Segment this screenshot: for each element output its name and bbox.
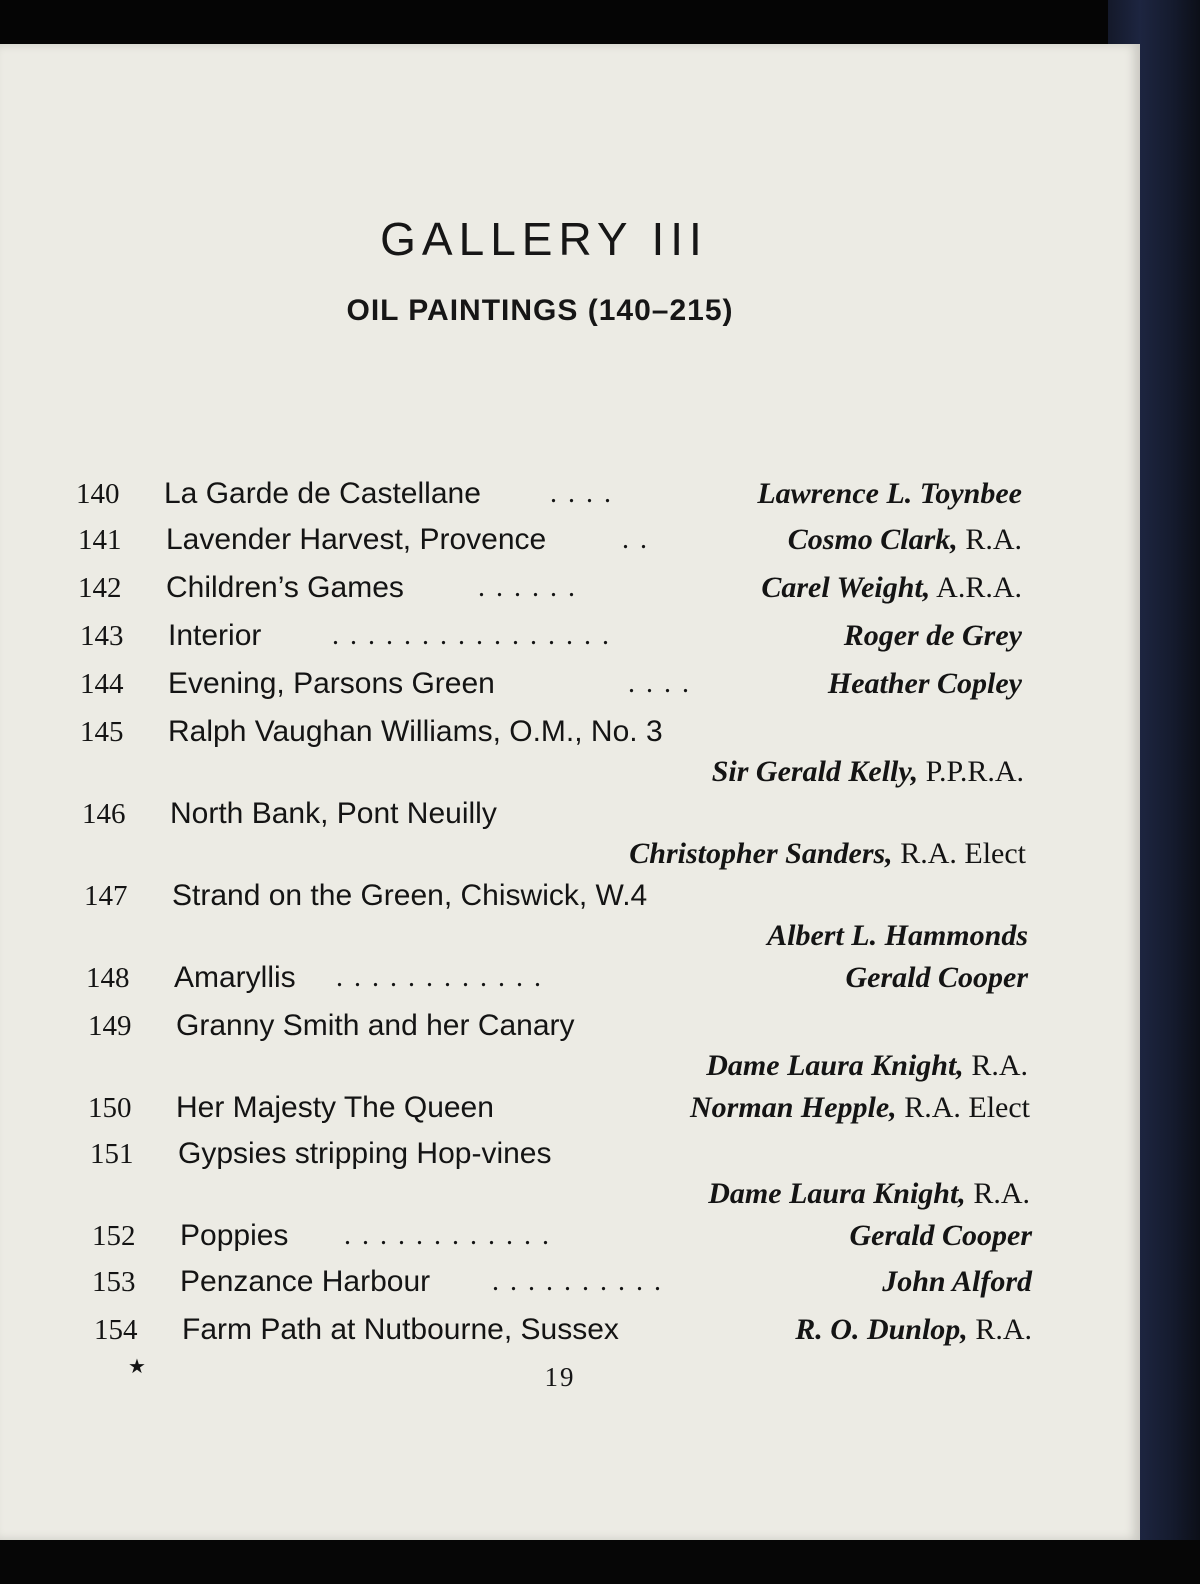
entry-number: 142 [78, 572, 122, 604]
entry-artist: Gerald Cooper [845, 961, 1028, 994]
top-background [0, 0, 1200, 44]
entry-artist: Roger de Grey [843, 619, 1022, 652]
entry-number: 143 [80, 620, 124, 652]
entry-145 [80, 712, 1024, 798]
entry-146 [82, 794, 1026, 880]
entry-number: 152 [92, 1220, 136, 1252]
entry-title: Amaryllis [174, 961, 296, 994]
dot-leader: . . . . . . . . . . . . [336, 962, 543, 993]
entry-148 [86, 958, 1028, 1002]
entry-title: La Garde de Castellane [164, 477, 481, 510]
dot-leader: . . [622, 524, 649, 555]
entry-artist: Dame Laura Knight, R.A. [708, 1177, 1030, 1210]
entry-title: Farm Path at Nutbourne, Sussex [182, 1313, 619, 1346]
entry-title: Granny Smith and her Canary [176, 1009, 575, 1042]
catalogue-page [0, 44, 1140, 1540]
entry-number: 147 [84, 880, 128, 912]
entry-149 [88, 1006, 1028, 1092]
dot-leader: . . . . . . . . . . . . [344, 1220, 551, 1251]
entry-number: 146 [82, 798, 126, 830]
entry-title: Ralph Vaughan Williams, O.M., No. 3 [168, 715, 663, 748]
entry-number: 144 [80, 668, 124, 700]
entry-152 [92, 1216, 1032, 1260]
entry-title: Interior [168, 619, 262, 652]
entry-artist: Cosmo Clark, R.A. [787, 523, 1022, 556]
entry-153 [92, 1262, 1032, 1306]
entry-number: 148 [86, 962, 130, 994]
entry-number: 151 [90, 1138, 134, 1170]
entry-number: 141 [78, 524, 122, 556]
entry-artist: R. O. Dunlop, R.A. [795, 1313, 1032, 1346]
entry-artist: Lawrence L. Toynbee [757, 477, 1022, 510]
bottom-background [0, 1540, 1200, 1584]
entry-title: Gypsies stripping Hop-vines [178, 1137, 552, 1170]
entry-number: 150 [88, 1092, 132, 1124]
entry-artist: Dame Laura Knight, R.A. [706, 1049, 1028, 1082]
entry-artist: John Alford [882, 1265, 1032, 1298]
entry-title: Strand on the Green, Chiswick, W.4 [172, 879, 648, 912]
entry-151 [90, 1134, 1030, 1220]
entry-number: 140 [76, 478, 120, 510]
entry-artist: Carel Weight, A.R.A. [761, 571, 1022, 604]
dot-leader: . . . . . . [478, 572, 577, 603]
entry-title: Poppies [180, 1219, 289, 1252]
gallery-title: GALLERY III [380, 213, 708, 265]
entry-title: Penzance Harbour [180, 1265, 431, 1298]
entry-title: North Bank, Pont Neuilly [170, 797, 497, 830]
entry-number: 154 [94, 1314, 138, 1346]
entry-154 [94, 1310, 1032, 1354]
dot-leader: . . . . . . . . . . [492, 1266, 663, 1297]
entry-title: Evening, Parsons Green [168, 667, 495, 700]
entry-artist: Albert L. Hammonds [767, 919, 1028, 952]
entry-141 [78, 520, 1022, 564]
entry-artist: Norman Hepple, R.A. Elect [690, 1091, 1030, 1124]
entry-title: Lavender Harvest, Provence [166, 523, 547, 556]
entry-number: 145 [80, 716, 124, 748]
entry-147 [84, 876, 1028, 962]
section-subtitle: OIL PAINTINGS (140–215) [346, 294, 734, 327]
entry-title: Children’s Games [166, 571, 404, 604]
entry-142 [78, 568, 1022, 612]
entry-number: 149 [88, 1010, 132, 1042]
entry-artist: Sir Gerald Kelly, P.P.R.A. [711, 755, 1024, 788]
entry-artist: Christopher Sanders, R.A. Elect [629, 837, 1026, 870]
entry-artist: Heather Copley [827, 667, 1022, 700]
dot-leader: . . . . [550, 478, 613, 509]
star-icon: ★ [128, 1354, 146, 1378]
entry-title: Her Majesty The Queen [176, 1091, 494, 1124]
entry-143 [80, 616, 1022, 660]
dot-leader: . . . . . . . . . . . . . . . . [332, 620, 611, 651]
page-number: 19 [544, 1362, 576, 1392]
entry-artist: Gerald Cooper [849, 1219, 1032, 1252]
entry-150 [88, 1088, 1030, 1132]
dot-leader: . . . . [628, 668, 691, 699]
entry-number: 153 [92, 1266, 136, 1298]
entry-140 [76, 474, 1022, 518]
entry-144 [80, 664, 1022, 708]
